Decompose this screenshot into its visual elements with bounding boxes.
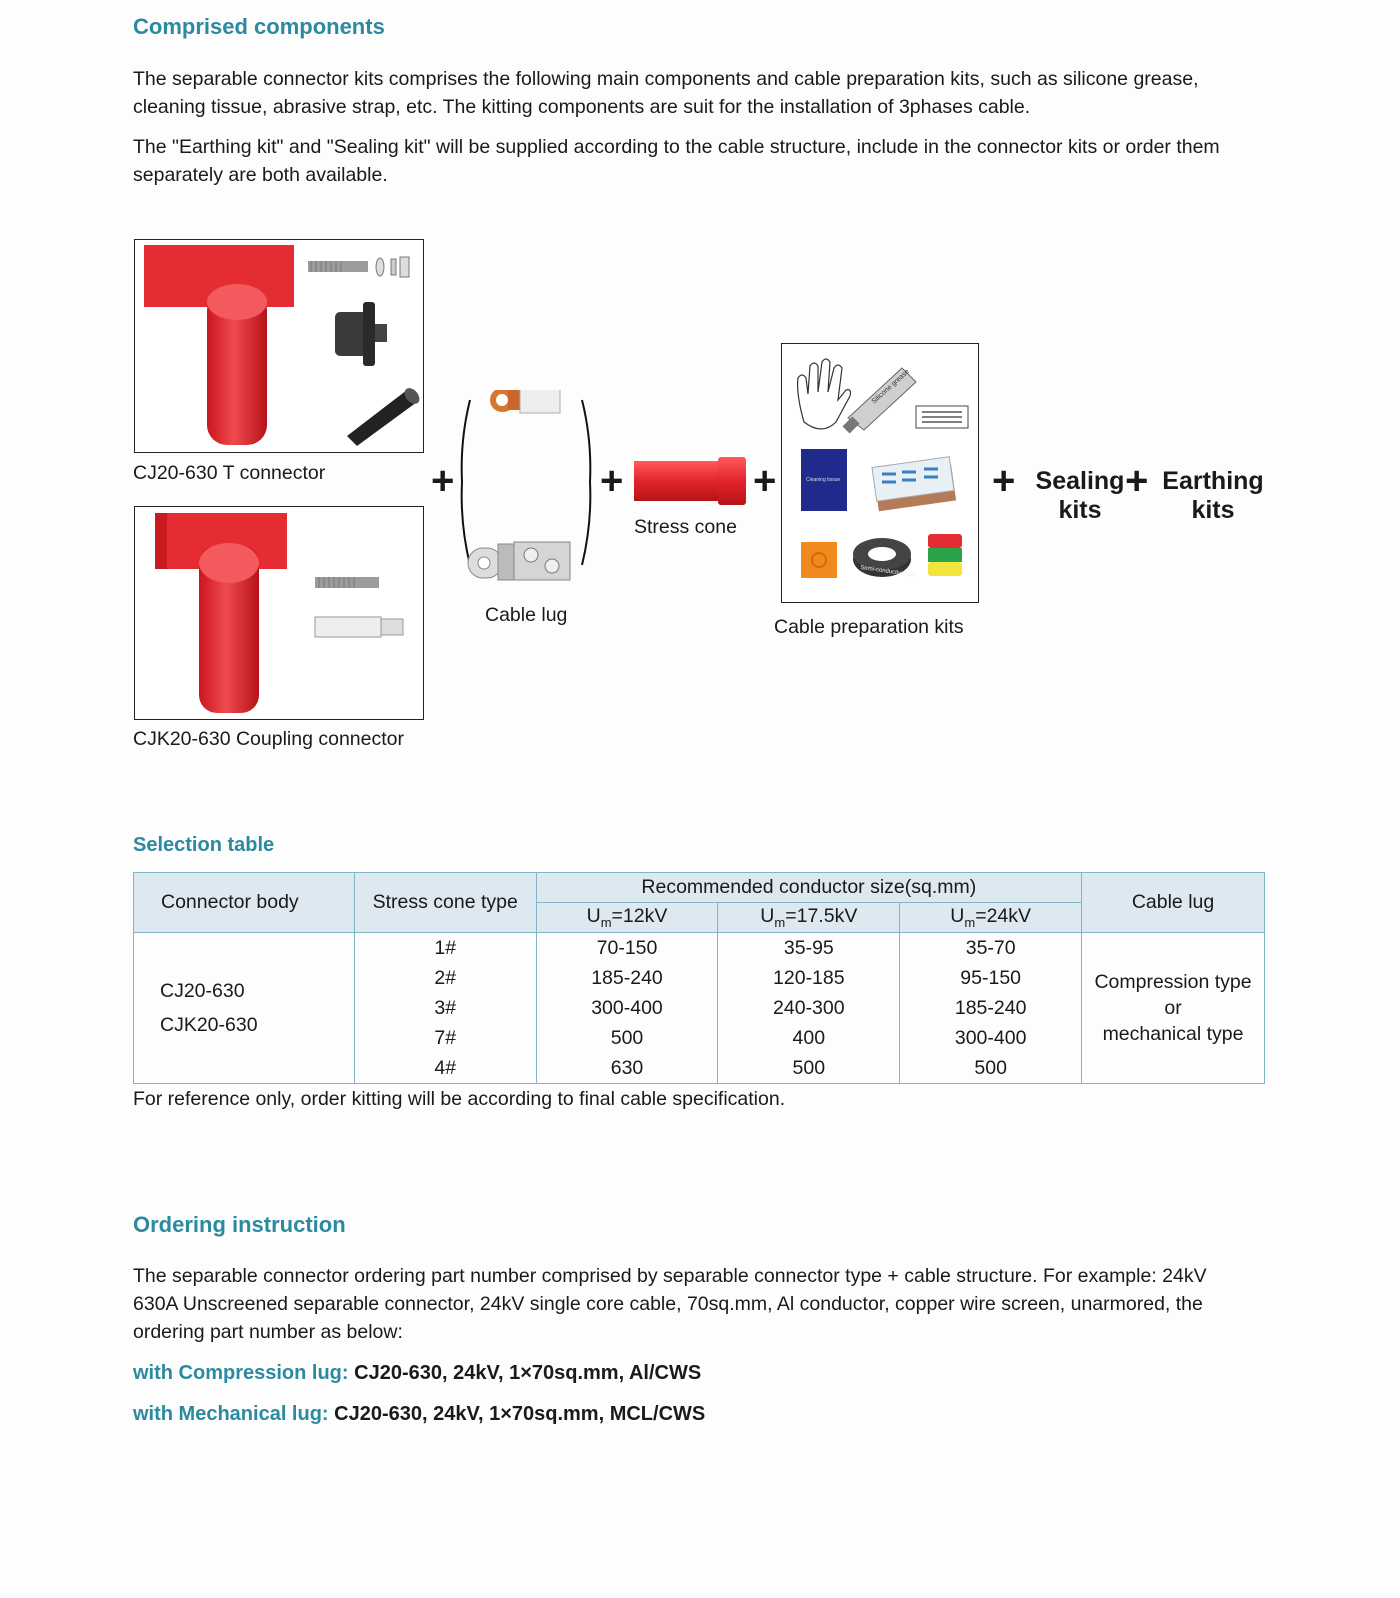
cable-prep-kits-image (781, 343, 979, 603)
stress-cone-image (632, 457, 748, 505)
stress-cone-caption: Stress cone (634, 516, 737, 538)
table-row: 4# 630 500 500 (134, 1053, 1265, 1084)
cable-lug-caption: Cable lug (485, 604, 568, 626)
svg-text:Cleaning tissue: Cleaning tissue (806, 477, 841, 483)
header-cable-lug: Cable lug (1082, 873, 1265, 933)
components-para-2: The "Earthing kit" and "Sealing kit" will be supplied according to the cable structure, include in the connector kits or order them separately are both available. (133, 136, 1220, 186)
cable-lug-image (458, 390, 598, 595)
table-row: CJ20-630 CJK20-630 1# 70-150 35-95 35-70 Compression type or mechanical type (134, 933, 1265, 964)
header-recommended-size: Recommended conductor size(sq.mm) (536, 873, 1081, 903)
header-um-24kv: $U_m=24kV$ (900, 903, 1082, 933)
header-um-12kv: $U_m=12kV$ (536, 903, 718, 933)
connector-pin-icon (315, 617, 403, 637)
grease-tube-label: Silicone grease (870, 368, 911, 406)
grease-tube-icon (843, 368, 916, 433)
table-row: 2# 185-240 120-185 95-150 (134, 963, 1265, 993)
semi-conductive-tape-icon (853, 538, 919, 579)
mechanical-lug-icon (468, 542, 570, 580)
header-um-17kv: $U_m=17.5kV$ (718, 903, 900, 933)
t-connector-image (134, 239, 424, 453)
compression-lug-line: with Compression lug: CJ20-630, 24kV, 1×70sq.mm, Al/CWS (133, 1362, 702, 1384)
mechanical-lug-line: with Mechanical lug: CJ20-630, 24kV, 1×70sq.mm, MCL/CWS (133, 1403, 706, 1425)
table-row: 3# 300-400 240-300 185-240 (134, 993, 1265, 1023)
prep-kits-caption: Cable preparation kits (774, 616, 964, 638)
plus-sign-3: + (753, 459, 777, 503)
cleaning-tissue-icon (801, 449, 847, 511)
ordering-title: Ordering instruction (133, 1212, 346, 1237)
test-point-icon (347, 385, 422, 446)
bolt-icon (308, 257, 409, 277)
insulating-plug-icon (335, 302, 387, 366)
earthing-kits-label: Earthing kits (1162, 467, 1264, 524)
sealing-kits-label: Sealing kits (1035, 467, 1125, 524)
ordering-para: The separable connector ordering part number comprised by separable connector type + cable structure. For example: 24kV 630A Unscreened separable connector, 24kV single core cable, 70sq.mm, Al conductor, copper wire screen, unarmored, the ordering part number as below: (133, 1265, 1207, 1343)
coupling-connector-image (134, 506, 424, 720)
plus-sign-1: + (431, 459, 455, 503)
components-title: Comprised components (133, 14, 385, 39)
selection-table (133, 872, 1265, 1084)
stud-icon (315, 577, 379, 588)
svg-text:Semi-conductive tape: Semi-conductive tape (859, 564, 918, 579)
table-row: 7# 500 400 300-400 (134, 1023, 1265, 1053)
cable-lug-cell: Compression type or mechanical type (1082, 933, 1265, 1084)
header-stress-cone-type: Stress cone type (354, 873, 536, 933)
selection-note: For reference only, order kitting will be according to final cable specification. (133, 1088, 786, 1110)
abrasive-strap-icon (872, 457, 956, 512)
t-connector-caption: CJ20-630 T connector (133, 462, 326, 484)
connector-body-cell: CJ20-630 CJK20-630 (134, 933, 355, 1084)
plus-sign-4: + (992, 459, 1016, 503)
plus-sign-2: + (600, 459, 624, 503)
compression-lug-icon (490, 390, 560, 413)
gloves-icon (798, 359, 851, 429)
coupling-connector-caption: CJK20-630 Coupling connector (133, 728, 405, 750)
selection-title: Selection table (133, 834, 275, 856)
plus-sign-5: + (1125, 459, 1149, 503)
components-para-1: The separable connector kits comprises the following main components and cable preparation kits, such as silicone grease, cleaning tissue, abrasive strap, etc. The kitting components are suit for the installation of 3phases cable. (133, 68, 1199, 118)
color-tapes-icon (928, 534, 962, 576)
header-connector-body: Connector body (134, 873, 355, 933)
